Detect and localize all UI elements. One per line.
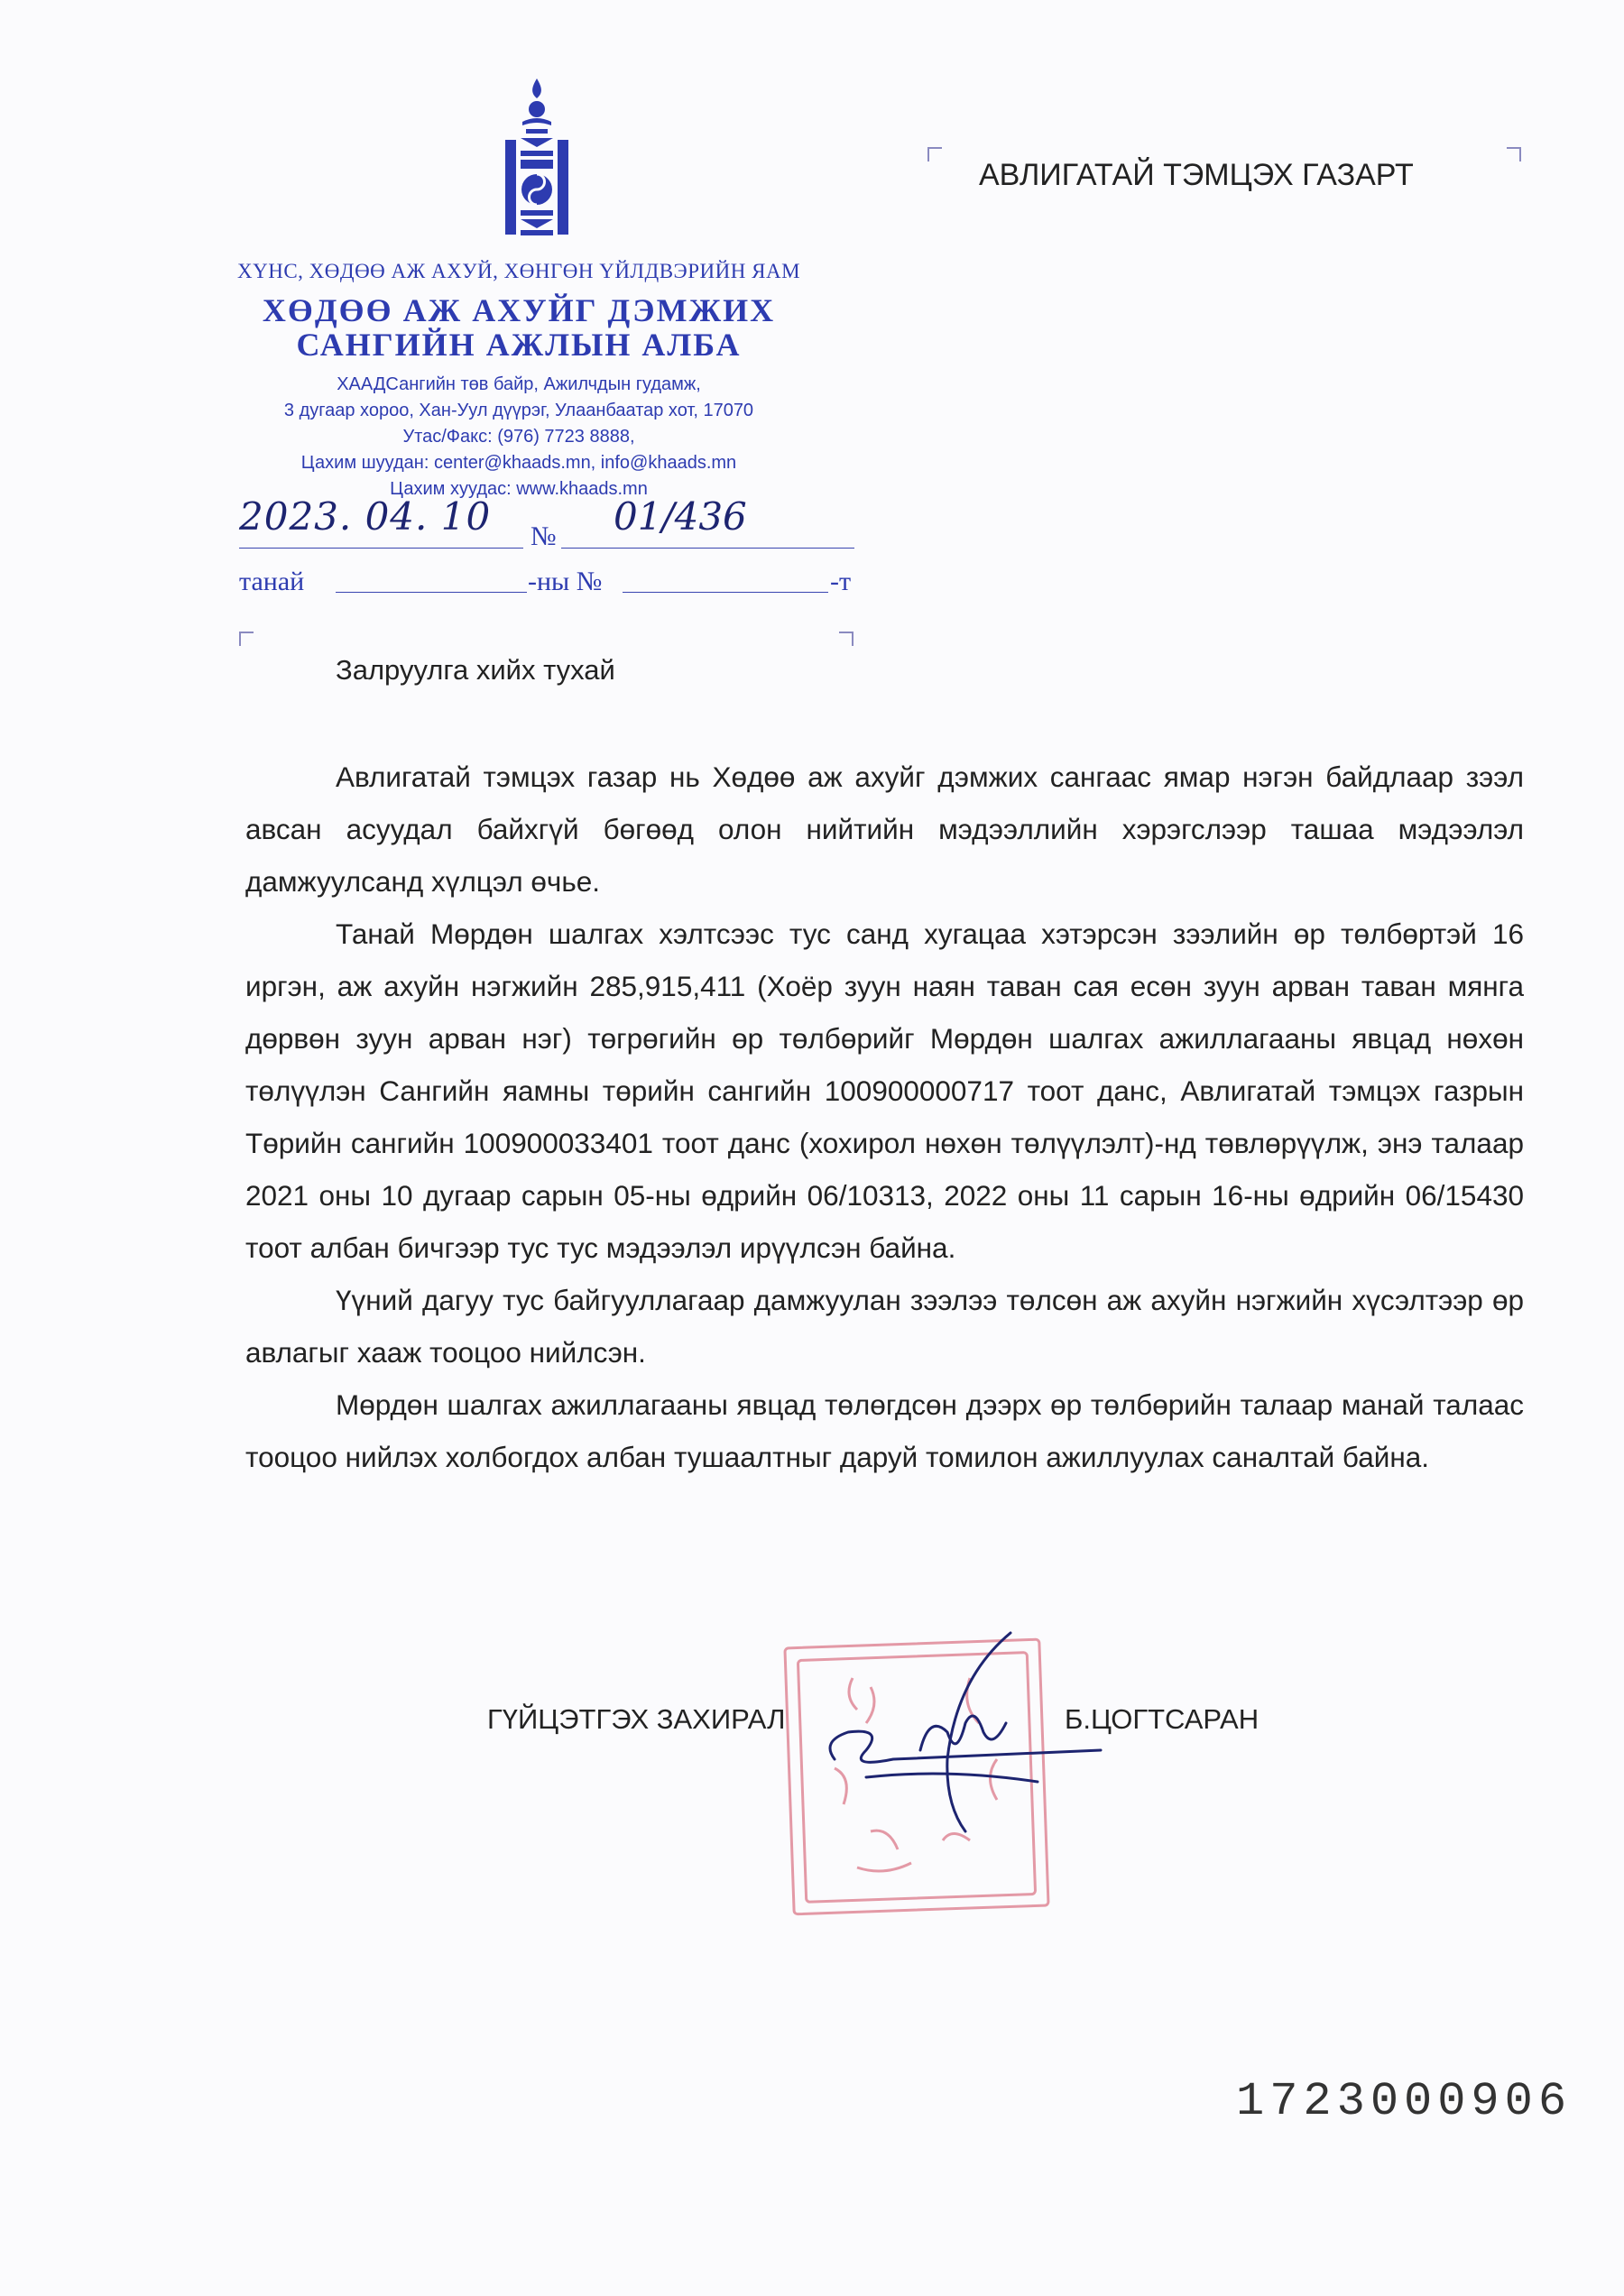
reply-prefix: танай bbox=[239, 567, 305, 596]
body-paragraph: Мөрдөн шалгах ажиллагааны явцад төлөгдсөн дээрх өр төлбөрийн талаар манай талаас тооцоо нийлэх холбогдох албан тушаалтныг даруй томилон ажиллуулах саналтай байна. bbox=[245, 1388, 1524, 1473]
handwritten-date: 2023. 04. 10 bbox=[239, 494, 492, 539]
address-line: ХААДСангийн төв байр, Ажилчдын гудамж, bbox=[337, 374, 701, 394]
reply-suffix: -т bbox=[830, 567, 852, 596]
document-serial-number: 1723000906 bbox=[1236, 2075, 1573, 2128]
ministry-name: ХҮНС, ХӨДӨӨ АЖ АХУЙ, ХӨНГӨН ҮЙЛДВЭРИЙН ЯАМ bbox=[236, 260, 801, 282]
body-paragraph: Авлигатай тэмцэх газар нь Хөдөө аж ахуйг дэмжих сангаас ямар нэгэн байдлаар зээл авсан асуудал байхгүй бөгөөд олон нийтийн мэдээллийн хэрэгслээр ташаа мэдээлэл дамжуулсанд хүлцэл өчье. bbox=[245, 761, 1524, 898]
recipient: АВЛИГАТАЙ ТЭМЦЭХ ГАЗАРТ bbox=[979, 158, 1414, 192]
handwritten-number: 01/436 bbox=[614, 494, 747, 539]
subject-corner-right bbox=[839, 632, 854, 646]
letter-body bbox=[245, 751, 1524, 1483]
signatory-title: ГҮЙЦЭТГЭХ ЗАХИРАЛ bbox=[487, 1703, 786, 1735]
email-line: Цахим шуудан: center@khaads.mn, info@khaads.mn bbox=[300, 453, 737, 473]
agency-name-line2: САНГИЙН АЖЛЫН АЛБА bbox=[296, 327, 742, 363]
soyombo-emblem-icon bbox=[501, 77, 573, 244]
reply-number-blank bbox=[623, 592, 828, 593]
subject-corner-left bbox=[239, 632, 254, 646]
address-line: 3 дугаар хороо, Хан-Уул дүүрэг, Улаанбаатар хот, 17070 bbox=[283, 401, 754, 420]
agency-name bbox=[144, 293, 893, 362]
body-paragraph: Танай Мөрдөн шалгах хэлтсээс тус санд хугацаа хэтэрсэн зээлийн өр төлбөртэй 16 иргэн, аж ахуйн нэгжийн 285,915,411 (Хоёр зуун наян таван сая есөн зуун арван таван мянга дөрвөн зуун арван нэг) төгрөгийн өр төлбөрийг Мөрдөн шалгах ажиллагааны явцад нөхөн төлүүлэн Сангийн яамны төрийн сангийн 100900000717 тоот данс, Авлигатай тэмцэх газрын Төрийн сангийн 100900033401 тоот данс (хохирол нөхөн төлүүлэлт)-нд төвлөрүүлж, энэ талаар 2021 оны 10 дугаар сарын 05-ны өдрийн 06/10313, 2022 оны 11 сарын 16-ны өдрийн 06/15430 тоот албан бичгээр тус тус мэдээлэл ирүүлсэн байна. bbox=[245, 917, 1524, 1264]
recipient-corner-left bbox=[927, 147, 942, 161]
reply-date-blank bbox=[336, 592, 527, 593]
number-underline bbox=[561, 548, 854, 549]
subject: Залруулга хийх тухай bbox=[336, 654, 615, 686]
signatory-name: Б.ЦОГТСАРАН bbox=[1065, 1703, 1260, 1735]
website-line: Цахим хуудас: www.khaads.mn bbox=[390, 479, 648, 499]
reply-mid: -ны № bbox=[528, 567, 603, 596]
recipient-corner-right bbox=[1507, 147, 1521, 161]
body-paragraph: Үүний дагуу тус байгууллагаар дамжуулан зээлээ төлсөн аж ахуйн нэгжийн хүсэлтээр өр авлагыг хааж тооцоо нийлсэн. bbox=[245, 1284, 1524, 1369]
phone-line: Утас/Факс: (976) 7723 8888, bbox=[402, 427, 635, 447]
number-label: № bbox=[531, 521, 557, 551]
date-underline bbox=[239, 548, 523, 549]
agency-name-line1: ХӨДӨӨ АЖ АХУЙГ ДЭМЖИХ bbox=[262, 292, 776, 328]
